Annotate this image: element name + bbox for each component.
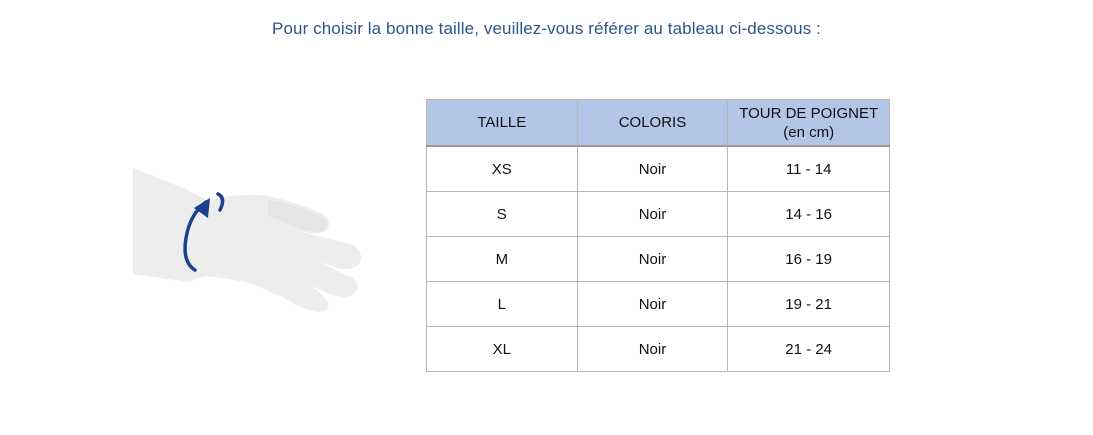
cell-range: 19 - 21 [728,282,890,327]
hand-wrist-measure-icon [118,150,378,320]
table-row [427,327,890,372]
cell-color: Noir [577,237,728,282]
table-header-row [427,100,890,147]
cell-range: 11 - 14 [728,146,890,192]
header-wrist-circumference [728,100,890,147]
table-row [427,192,890,237]
header-size: TAILLE [427,100,578,147]
header-color: COLORIS [577,100,728,147]
header-wrist-line2: (en cm) [783,123,835,141]
cell-size: L [427,282,578,327]
cell-size: M [427,237,578,282]
table-row [427,237,890,282]
cell-size: XS [427,146,578,192]
page-heading: Pour choisir la bonne taille, veuillez-vous référer au tableau ci-dessous : [272,19,821,38]
size-chart-table [426,99,890,372]
table-row [427,282,890,327]
cell-range: 16 - 19 [728,237,890,282]
cell-color: Noir [577,282,728,327]
cell-size: S [427,192,578,237]
cell-color: Noir [577,327,728,372]
table-row [427,146,890,192]
header-wrist-line1: TOUR DE POIGNET [739,104,879,122]
cell-range: 14 - 16 [728,192,890,237]
cell-range: 21 - 24 [728,327,890,372]
cell-color: Noir [577,192,728,237]
cell-color: Noir [577,146,728,192]
cell-size: XL [427,327,578,372]
